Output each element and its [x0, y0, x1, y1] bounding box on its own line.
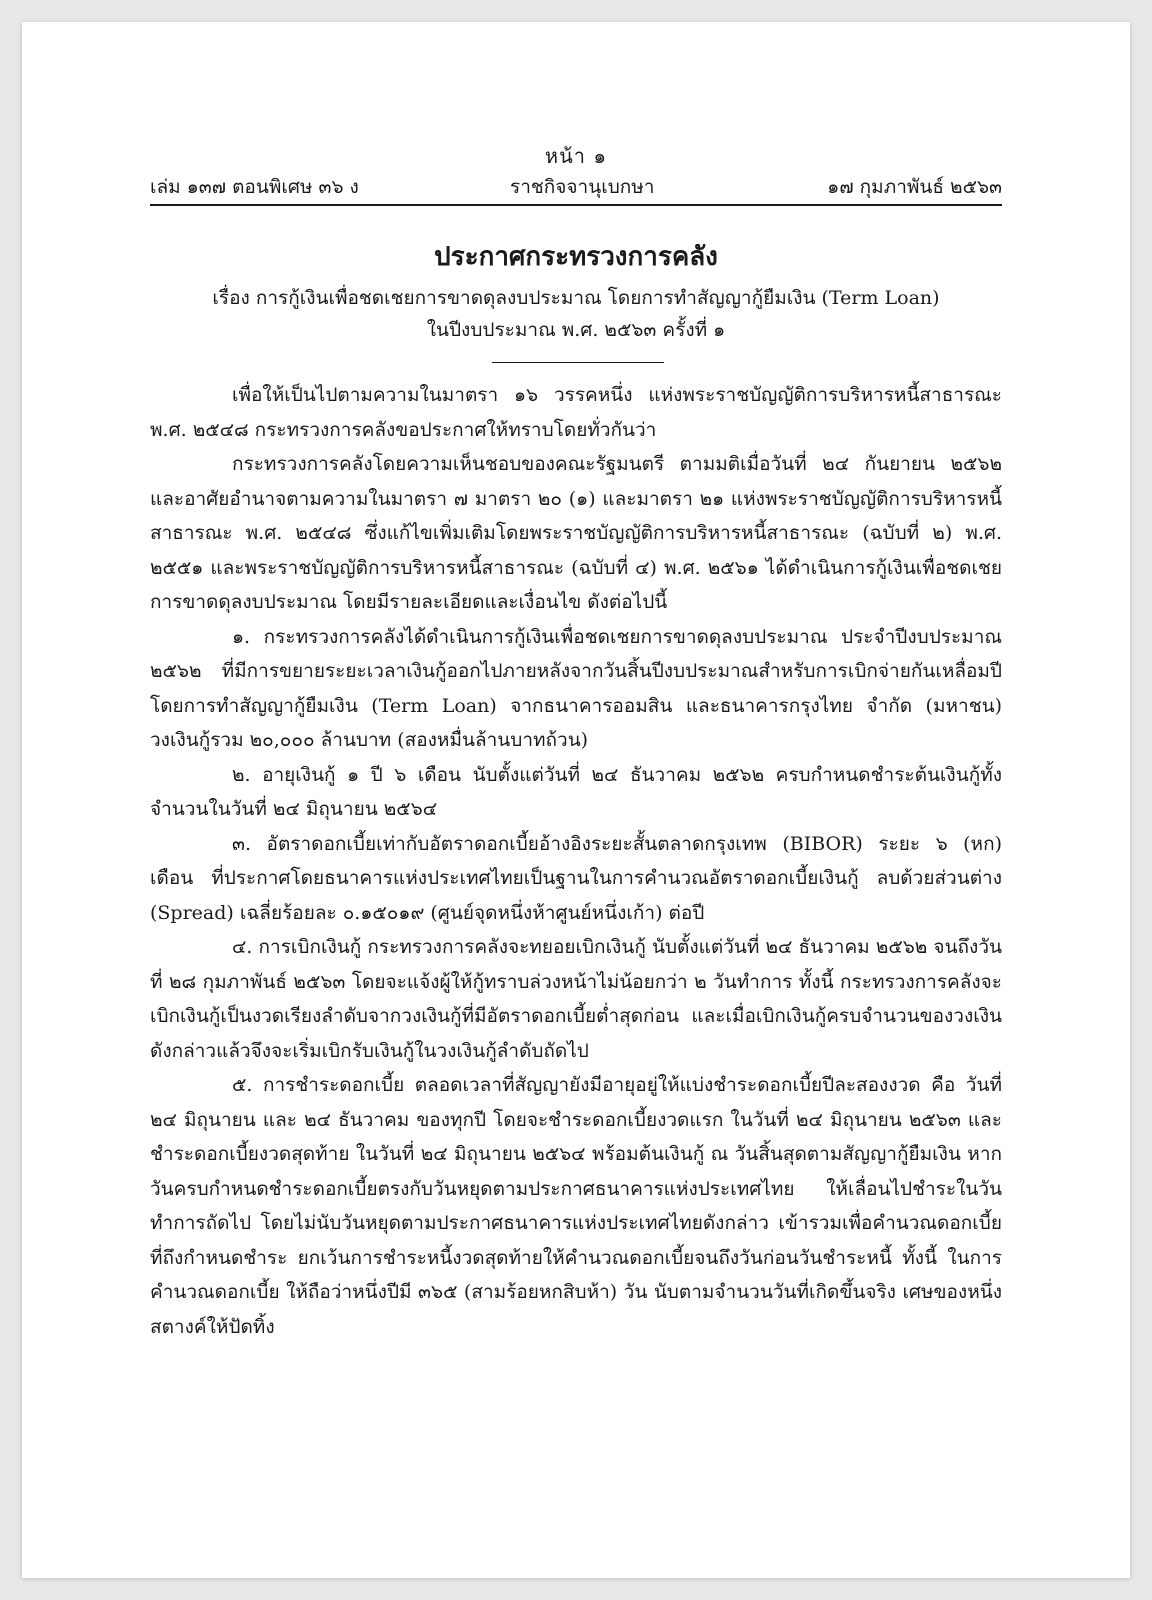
gazette-header [150, 172, 1002, 202]
clause-1: ๑. กระทรวงการคลังได้ดำเนินการกู้เงินเพื่อชดเชยการขาดดุลงบประมาณ ประจำปีงบประมาณ ๒๕๖๒ ที่มีการขยายระยะเวลาเงินกู้ออกไปภายหลังจากวันสิ้นปีงบประมาณสำหรับการเบิกจ่ายกันเหลื่อมปี โดยการทำสัญญากู้ยืมเงิน (Term Loan) จากธนาคารออมสิน และธนาคารกรุงไทย จำกัด (มหาชน) วงเงินกู้รวม ๒๐,๐๐๐ ล้านบาท (สองหมื่นล้านบาทถ้วน) [150, 625, 1002, 751]
clause-2: ๒. อายุเงินกู้ ๑ ปี ๖ เดือน นับตั้งแต่วันที่ ๒๔ ธันวาคม ๒๕๖๒ ครบกำหนดชำระต้นเงินกู้ทั้งจำนวนในวันที่ ๒๔ มิถุนายน ๒๕๖๔ [150, 763, 1002, 820]
gazette-name: ราชกิจจานุเบกษา [510, 176, 655, 198]
announcement-subject [0, 282, 1152, 346]
gazette-volume-issue: เล่ม ๑๓๗ ตอนพิเศษ ๓๖ ง [150, 176, 359, 198]
title-divider [492, 362, 664, 363]
paragraph-preamble: เพื่อให้เป็นไปตามความในมาตรา ๑๖ วรรคหนึ่ง แห่งพระราชบัญญัติการบริหารหนี้สาธารณะ พ.ศ. ๒๕๔๘ กระทรวงการคลังขอประกาศให้ทราบโดยทั่วกันว่า [150, 384, 1002, 441]
header-divider [150, 204, 1002, 206]
clause-3: ๓. อัตราดอกเบี้ยเท่ากับอัตราดอกเบี้ยอ้างอิงระยะสั้นตลาดกรุงเทพ (BIBOR) ระยะ ๖ (หก) เดือน ที่ประกาศโดยธนาคารแห่งประเทศไทยเป็นฐานในการคำนวณอัตราดอกเบี้ยเงินกู้ ลบด้วยส่วนต่าง (Spread) เฉลี่ยร้อยละ ๐.๑๕๐๑๙ (ศูนย์จุดหนึ่งห้าศูนย์หนึ่งเก้า) ต่อปี [150, 832, 1002, 924]
announcement-body [150, 378, 1002, 1344]
clause-4: ๔. การเบิกเงินกู้ กระทรวงการคลังจะทยอยเบิกเงินกู้ นับตั้งแต่วันที่ ๒๔ ธันวาคม ๒๕๖๒ จนถึงวันที่ ๒๘ กุมภาพันธ์ ๒๕๖๓ โดยจะแจ้งผู้ให้กู้ทราบล่วงหน้าไม่น้อยกว่า ๒ วันทำการ ทั้งนี้ กระทรวงการคลังจะเบิกเงินกู้เป็นงวดเรียงลำดับจากวงเงินกู้ที่มีอัตราดอกเบี้ยต่ำสุดก่อน และเมื่อเบิกเงินกู้ครบจำนวนของวงเงินดังกล่าวแล้วจึงจะเริ่มเบิกรับเงินกู้ในวงเงินกู้ลำดับถัดไป [150, 936, 1002, 1062]
gazette-date: ๑๗ กุมภาพันธ์ ๒๕๖๓ [827, 176, 1002, 198]
clause-5: ๕. การชำระดอกเบี้ย ตลอดเวลาที่สัญญายังมีอายุอยู่ให้แบ่งชำระดอกเบี้ยปีละสองงวด คือ วันที่ ๒๔ มิถุนายน และ ๒๔ ธันวาคม ของทุกปี โดยจะชำระดอกเบี้ยงวดแรก ในวันที่ ๒๔ มิถุนายน ๒๕๖๓ และชำระดอกเบี้ยงวดสุดท้าย ในวันที่ ๒๔ มิถุนายน ๒๕๖๔ พร้อมต้นเงินกู้ ณ วันสิ้นสุดตามสัญญากู้ยืมเงิน หากวันครบกำหนดชำระดอกเบี้ยตรงกับวันหยุดตามประกาศธนาคารแห่งประเทศไทย ให้เลื่อนไปชำระในวันทำการถัดไป โดยไม่นับวันหยุดตามประกาศธนาคารแห่งประเทศไทยดังกล่าว เข้ารวมเพื่อคำนวณดอกเบี้ยที่ถึงกำหนดชำระ ยกเว้นการชำระหนี้งวดสุดท้ายให้คำนวณดอกเบี้ยจนถึงวันก่อนวันชำระหนี้ ทั้งนี้ ในการคำนวณดอกเบี้ย ให้ถือว่าหนึ่งปีมี ๓๖๕ (สามร้อยหกสิบห้า) วัน นับตามจำนวนวันที่เกิดขึ้นจริง เศษของหนึ่งสตางค์ให้ปัดทิ้ง [150, 1074, 1002, 1338]
page-number: หน้า ๑ [544, 144, 608, 168]
paragraph-authority: กระทรวงการคลังโดยความเห็นชอบของคณะรัฐมนตรี ตามมติเมื่อวันที่ ๒๔ กันยายน ๒๕๖๒ และอาศัยอำนาจตามความในมาตรา ๗ มาตรา ๒๐ (๑) และมาตรา ๒๑ แห่งพระราชบัญญัติการบริหารหนี้สาธารณะ พ.ศ. ๒๕๔๘ ซึ่งแก้ไขเพิ่มเติมโดยพระราชบัญญัติการบริหารหนี้สาธารณะ (ฉบับที่ ๒) พ.ศ. ๒๕๕๑ และพระราชบัญญัติการบริหารหนี้สาธารณะ (ฉบับที่ ๔) พ.ศ. ๒๕๖๑ ได้ดำเนินการกู้เงินเพื่อชดเชยการขาดดุลงบประมาณ โดยมีรายละเอียดและเงื่อนไข ดังต่อไปนี้ [150, 453, 1002, 613]
subject-line: ในปีงบประมาณ พ.ศ. ๒๕๖๓ ครั้งที่ ๑ [426, 319, 726, 341]
announcement-title: ประกาศกระทรวงการคลัง [434, 242, 718, 272]
subject-line: เรื่อง การกู้เงินเพื่อชดเชยการขาดดุลงบประมาณ โดยการทำสัญญากู้ยืมเงิน (Term Loan) [212, 287, 940, 309]
